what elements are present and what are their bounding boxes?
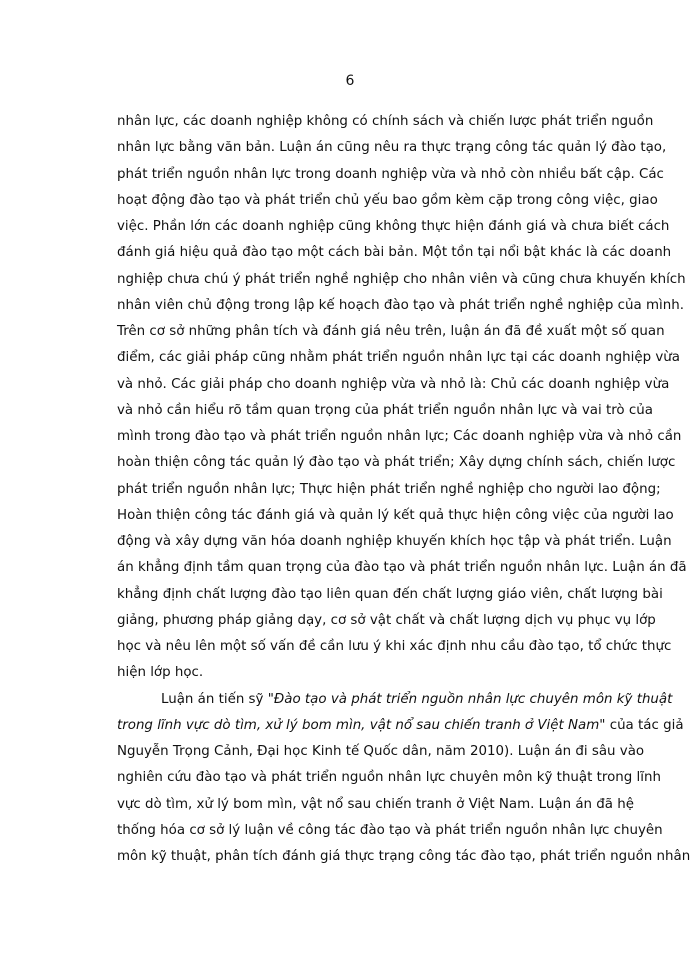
text-line: nhân lực bằng văn bản. Luận án cũng nêu ra thực trạng công tác quản lý đào tạo,	[117, 140, 667, 156]
text-line: Nguyễn Trọng Cảnh, Đại học Kinh tế Quốc dân, năm 2010). Luận án đi sâu vào	[117, 744, 645, 759]
text-line: và nhỏ cần hiểu rõ tầm quan trọng của phát triển nguồn nhân lực và vai trò của	[117, 402, 653, 418]
text-line: nghiệp chưa chú ý phát triển nghề nghiệp cho nhân viên và cũng chưa khuyến khích	[117, 271, 686, 287]
text-line: hiện lớp học.	[117, 665, 204, 681]
text-line: nhân lực, các doanh nghiệp không có chính sách và chiến lược phát triển nguồn	[117, 114, 654, 129]
page-number: 6	[345, 73, 355, 89]
text-line: khẳng định chất lượng đào tạo liên quan đến chất lượng giáo viên, chất lượng bài	[117, 586, 663, 602]
text-line: phát triển nguồn nhân lực; Thực hiện phát triển nghề nghiệp cho người lao động;	[117, 481, 661, 497]
text-line: học và nêu lên một số vấn đề cần lưu ý khi xác định nhu cầu đào tạo, tổ chức thực	[117, 639, 672, 654]
thesis-title: trong lĩnh vực dò tìm, xử lý bom mìn, vật nổ sau chiến tranh ở Việt Nam"	[117, 717, 606, 733]
paragraph-1	[117, 109, 687, 687]
text-line: môn kỹ thuật, phân tích đánh giá thực trạng công tác đào tạo, phát triển nguồn nhân	[117, 849, 691, 864]
text-run: Luận án tiến sỹ	[161, 691, 268, 707]
text-line: Hoàn thiện công tác đánh giá và quản lý kết quả thực hiện công việc của người lao	[117, 507, 674, 523]
thesis-title: "Đào tạo và phát triển nguồn nhân lực chuyên môn kỹ thuật	[267, 691, 673, 707]
text-line: đánh giá hiệu quả đào tạo một cách bài bản. Một tồn tại nổi bật khác là các doanh	[117, 245, 672, 261]
text-line: điểm, các giải pháp cũng nhằm phát triển nguồn nhân lực tại các doanh nghiệp vừa	[117, 350, 680, 366]
text-line: và nhỏ. Các giải pháp cho doanh nghiệp vừa và nhỏ là: Chủ các doanh nghiệp vừa	[117, 376, 670, 392]
text-line: Trên cơ sở những phân tích và đánh giá nêu trên, luận án đã đề xuất một số quan	[117, 324, 665, 339]
body-text	[117, 109, 691, 870]
paragraph-2	[117, 687, 691, 871]
text-line: nghiên cứu đào tạo và phát triển nguồn nhân lực chuyên môn kỹ thuật trong lĩnh	[117, 770, 661, 786]
text-line: mình trong đào tạo và phát triển nguồn nhân lực; Các doanh nghiệp vừa và nhỏ cần	[117, 429, 682, 444]
text-line: thống hóa cơ sở lý luận về công tác đào tạo và phát triển nguồn nhân lực chuyên	[117, 822, 663, 838]
text-run: của tác giả	[605, 717, 684, 733]
text-line	[117, 713, 684, 739]
text-line: án khẳng định tầm quan trọng của đào tạo và phát triển nguồn nhân lực. Luận án đã	[117, 560, 687, 576]
text-line: giảng, phương pháp giảng dạy, cơ sở vật chất và chất lượng dịch vụ phục vụ lớp	[117, 612, 656, 628]
text-line: hoàn thiện công tác quản lý đào tạo và phát triển; Xây dựng chính sách, chiến lược	[117, 455, 676, 471]
text-line: hoạt động đào tạo và phát triển chủ yếu bao gồm kèm cặp trong công việc, giao	[117, 192, 658, 208]
text-line: động và xây dựng văn hóa doanh nghiệp khuyến khích học tập và phát triển. Luận	[117, 534, 672, 549]
text-line: nhân viên chủ động trong lập kế hoạch đào tạo và phát triển nghề nghiệp của mình.	[117, 297, 684, 313]
text-line: vực dò tìm, xử lý bom mìn, vật nổ sau chiến tranh ở Việt Nam. Luận án đã hệ	[117, 796, 634, 812]
text-line: việc. Phần lớn các doanh nghiệp cũng không thực hiện đánh giá và chưa biết cách	[117, 219, 670, 234]
text-line: phát triển nguồn nhân lực trong doanh nghiệp vừa và nhỏ còn nhiều bất cập. Các	[117, 166, 664, 182]
text-line	[117, 687, 673, 713]
